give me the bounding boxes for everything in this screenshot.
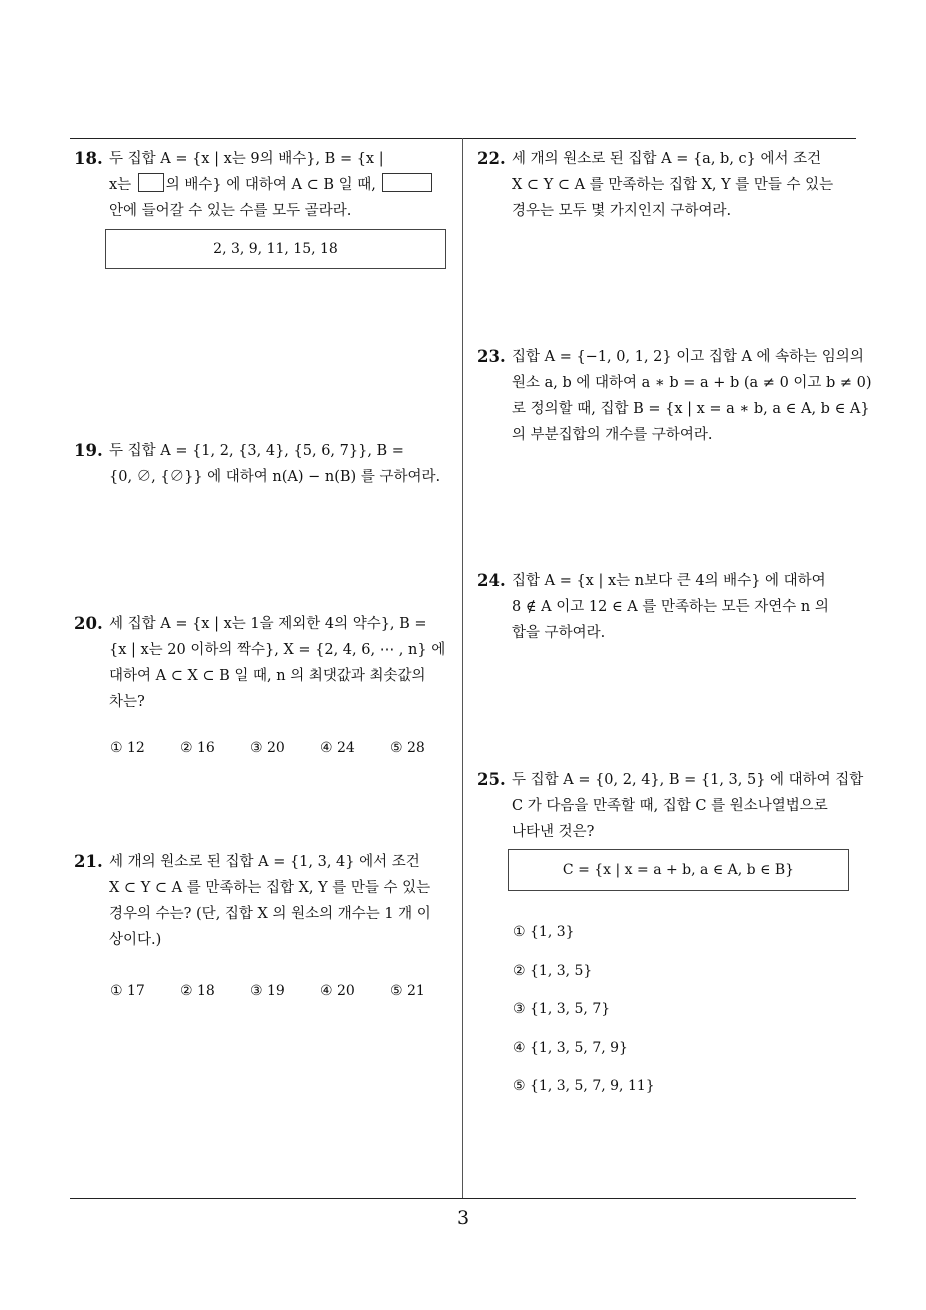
choice-option[interactable]: ③ 20 — [250, 740, 285, 756]
problem-line: 의 부분집합의 개수를 구하여라. — [512, 427, 713, 443]
problem-line: 경우의 수는? (단, 집합 X 의 원소의 개수는 1 개 이 — [109, 906, 431, 922]
problem-number: 24. — [477, 571, 506, 590]
top-rule — [70, 138, 856, 139]
box-text: 2, 3, 9, 11, 15, 18 — [213, 241, 338, 257]
problem-line: 나타낸 것은? — [512, 824, 595, 840]
choice-option[interactable]: ② {1, 3, 5} — [513, 962, 593, 979]
choice-option[interactable]: ② 16 — [180, 740, 215, 756]
choice-option[interactable]: ③ {1, 3, 5, 7} — [513, 1001, 611, 1017]
choice-option[interactable]: ① 12 — [110, 740, 145, 756]
problem-line: 집합 A = {x | x는 n보다 큰 4의 배수} 에 대하여 — [512, 573, 826, 589]
problem-line: C 가 다음을 만족할 때, 집합 C 를 원소나열법으로 — [512, 798, 828, 814]
choice-option[interactable]: ⑤ {1, 3, 5, 7, 9, 11} — [513, 1078, 655, 1094]
problem-line: 세 개의 원소로 된 집합 A = {1, 3, 4} 에서 조건 — [109, 854, 420, 870]
problem-line: 8 ∉ A 이고 12 ∈ A 를 만족하는 모든 자연수 n 의 — [512, 599, 829, 615]
choice-option[interactable]: ⑤ 21 — [390, 983, 425, 999]
problem-25 — [477, 767, 864, 845]
choice-option[interactable]: ③ 19 — [250, 983, 285, 999]
problem-number: 21. — [74, 852, 103, 871]
choice-option[interactable]: ① {1, 3} — [513, 924, 575, 940]
answer-box — [105, 229, 446, 269]
problem-number: 18. — [74, 149, 103, 168]
problem-text — [512, 146, 861, 224]
problem-line: 두 집합 A = {0, 2, 4}, B = {1, 3, 5} 에 대하여 집합 — [512, 772, 864, 788]
problem-line: 두 집합 A = {1, 2, {3, 4}, {5, 6, 7}}, B = — [109, 443, 404, 459]
problem-text — [512, 344, 872, 448]
problem-number: 20. — [74, 614, 103, 633]
column-divider — [462, 138, 463, 1199]
problem-line: 세 집합 A = {x | x는 1을 제외한 4의 약수}, B = — [109, 616, 427, 632]
problem-text — [109, 438, 458, 490]
problem-line: 원소 a, b 에 대하여 a ∗ b = a + b (a ≠ 0 이고 b ≠ 0) — [512, 375, 872, 391]
choice-option[interactable]: ① 17 — [110, 983, 145, 999]
problem-number: 25. — [477, 770, 506, 789]
choices-20 — [110, 740, 460, 756]
problem-line: 합을 구하여라. — [512, 625, 606, 641]
text-fragment: 의 배수} 에 대하여 A ⊂ B 일 때, — [165, 177, 376, 193]
condition-box — [508, 849, 849, 891]
problem-text — [512, 767, 864, 845]
text-fragment: x는 — [109, 177, 132, 193]
problem-22 — [477, 146, 861, 224]
problem-number: 23. — [477, 347, 506, 366]
problem-line: 차는? — [109, 694, 145, 710]
problem-line: X ⊂ Y ⊂ A 를 만족하는 집합 X, Y 를 만들 수 있는 — [512, 177, 834, 193]
problem-text — [512, 568, 861, 646]
blank-box — [138, 173, 164, 192]
problem-18 — [74, 146, 458, 224]
problem-19 — [74, 438, 458, 490]
choice-option[interactable]: ④ 20 — [320, 983, 355, 999]
problem-line: X ⊂ Y ⊂ A 를 만족하는 집합 X, Y 를 만들 수 있는 — [109, 880, 431, 896]
problem-text — [109, 146, 458, 224]
problem-23 — [477, 344, 872, 448]
box-text: C = {x | x = a + b, a ∈ A, b ∈ B} — [562, 862, 795, 878]
problem-line: 경우는 모두 몇 가지인지 구하여라. — [512, 203, 732, 219]
problem-line: {x | x는 20 이하의 짝수}, X = {2, 4, 6, ⋯ , n} 에 — [109, 642, 446, 658]
problem-text — [109, 849, 458, 953]
choice-option[interactable]: ② 18 — [180, 983, 215, 999]
choice-option[interactable]: ④ {1, 3, 5, 7, 9} — [513, 1039, 628, 1056]
problem-20 — [74, 611, 458, 715]
problem-line: 안에 들어갈 수 있는 수를 모두 골라라. — [109, 203, 352, 219]
problem-line: 집합 A = {−1, 0, 1, 2} 이고 집합 A 에 속하는 임의의 — [512, 349, 864, 365]
choices-21 — [110, 983, 460, 999]
page-number: 3 — [456, 1207, 470, 1229]
choice-option[interactable]: ④ 24 — [320, 740, 355, 756]
problem-text — [109, 611, 458, 715]
problem-24 — [477, 568, 861, 646]
problem-line — [109, 172, 458, 198]
problem-line: 세 개의 원소로 된 집합 A = {a, b, c} 에서 조건 — [512, 151, 822, 167]
problem-number: 22. — [477, 149, 506, 168]
problem-line: 로 정의할 때, 집합 B = {x | x = a ∗ b, a ∈ A, b ∈ A} — [512, 401, 870, 417]
problem-line: 대하여 A ⊂ X ⊂ B 일 때, n 의 최댓값과 최솟값의 — [109, 668, 426, 684]
problem-line: 상이다.) — [109, 932, 162, 948]
problem-21 — [74, 849, 458, 953]
choices-25 — [513, 924, 655, 1117]
choice-option[interactable]: ⑤ 28 — [390, 740, 425, 756]
problem-line: 두 집합 A = {x | x는 9의 배수}, B = {x | — [109, 151, 384, 167]
problem-line: {0, ∅, {∅}} 에 대하여 n(A) − n(B) 를 구하여라. — [109, 469, 441, 485]
bottom-rule — [70, 1198, 856, 1199]
blank-box — [382, 173, 432, 192]
problem-number: 19. — [74, 441, 103, 460]
